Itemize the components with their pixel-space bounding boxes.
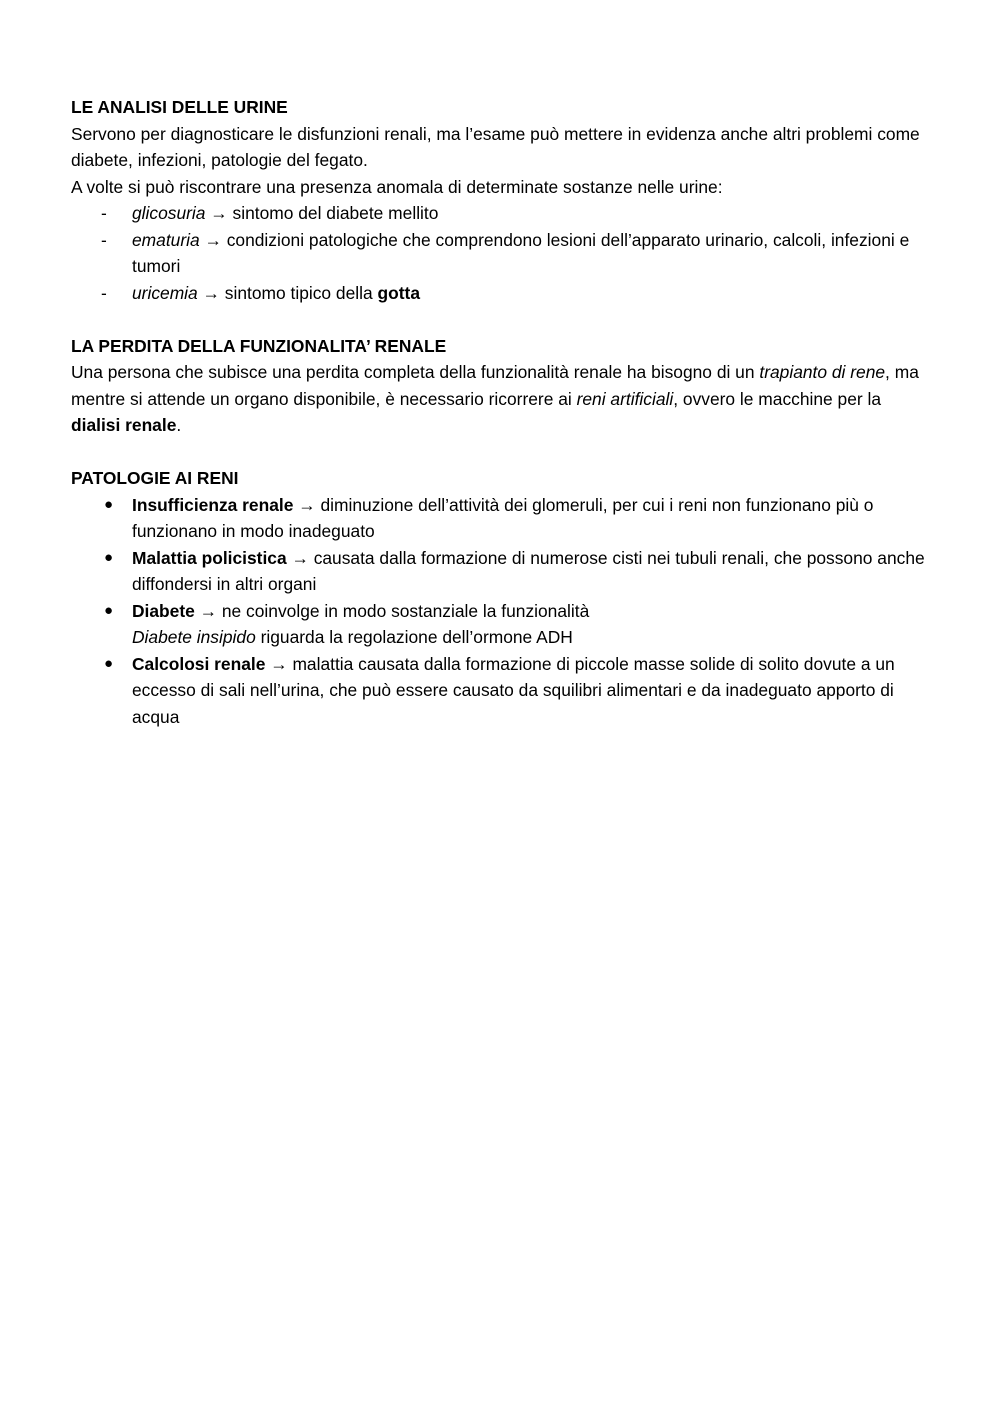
term-uricemia: uricemia: [132, 282, 198, 303]
pathologies-list: [71, 492, 931, 731]
bullet-marker: ●: [104, 654, 114, 672]
bullet-marker: ●: [104, 495, 114, 513]
term-diabete: Diabete: [132, 600, 195, 621]
description-insufficienza: → diminuzione dell’attività dei glomeruli, per cui i reni non funzionano più o funzionano in modo inadeguato: [132, 494, 874, 541]
term-glicosuria: glicosuria: [132, 203, 206, 223]
substances-list: [71, 200, 931, 306]
list-item-policistica: [71, 545, 931, 598]
description-policistica: → causata dalla formazione di numerose cisti nei tubuli renali, che possono anche diffondersi in altri organi: [132, 547, 925, 594]
term-gotta: gotta: [377, 282, 421, 303]
text-renal-loss-3: , ovvero le macchine per la: [673, 388, 882, 409]
description-ematuria: → condizioni patologiche che comprendono lesioni dell’apparato urinario, calcoli, infezioni e tumori: [132, 229, 910, 276]
term-diabete-insipido: Diabete insipido: [132, 627, 256, 647]
list-item-insufficienza: [71, 492, 931, 545]
dash-marker: -: [101, 203, 107, 223]
list-item-diabete: [71, 598, 931, 651]
term-policistica: Malattia policistica: [132, 547, 287, 568]
section-title-kidney-pathologies: PATOLOGIE AI RENI: [71, 468, 239, 488]
list-item-ematuria: [71, 227, 931, 280]
term-dialysis: dialisi renale: [71, 415, 177, 435]
term-artificial-kidneys: reni artificiali: [576, 388, 674, 409]
section-title-urine-analysis: LE ANALISI DELLE URINE: [71, 97, 288, 117]
document-page: [71, 94, 931, 730]
bullet-marker: ●: [104, 548, 114, 566]
text-renal-loss-2: , ma mentre si attende un organo disponibile, è necessario ricorrere ai: [71, 362, 919, 409]
bullet-marker: ●: [104, 601, 114, 619]
description-diabete: → ne coinvolge in modo sostanziale la funzionalità: [194, 600, 590, 621]
description-calcolosi: → malattia causata dalla formazione di piccole masse solide di solito dovute a un eccesso di sali nell’urina, che può essere causato da squilibri alimentari e da inadeguato apporto di acqua: [132, 653, 895, 727]
list-item-glicosuria: [71, 200, 931, 227]
paragraph-urine-purpose: Servono per diagnosticare le disfunzioni renali, ma l’esame può mettere in evidenza anche altri problemi come diabete, infezioni, patologie del fegato.: [71, 123, 920, 170]
list-item-calcolosi: [71, 651, 931, 731]
term-ematuria: ematuria: [132, 229, 200, 250]
diabete-subline: [132, 624, 931, 651]
paragraph-anomalous-substances: A volte si può riscontrare una presenza anomala di determinate sostanze nelle urine:: [71, 176, 723, 197]
section-title-renal-loss: LA PERDITA DELLA FUNZIONALITA’ RENALE: [71, 335, 447, 356]
dash-marker: -: [101, 282, 107, 303]
section-spacer: [71, 306, 931, 333]
list-item-uricemia: [71, 280, 931, 307]
term-transplant: trapianto di rene: [759, 362, 886, 382]
dash-marker: -: [101, 229, 107, 250]
term-calcolosi: Calcolosi renale: [132, 653, 266, 674]
text-renal-loss-1: Una persona che subisce una perdita completa della funzionalità renale ha bisogno di un: [71, 362, 760, 382]
description-uricemia: → sintomo tipico della: [197, 282, 378, 303]
section-spacer: [71, 439, 931, 466]
description-glicosuria: → sintomo del diabete mellito: [205, 203, 439, 223]
paragraph-renal-loss: [71, 359, 931, 439]
text-renal-loss-4: .: [176, 415, 182, 435]
term-insufficienza: Insufficienza renale: [132, 494, 294, 515]
description-diabete-insipido: riguarda la regolazione dell’ormone ADH: [255, 627, 573, 647]
